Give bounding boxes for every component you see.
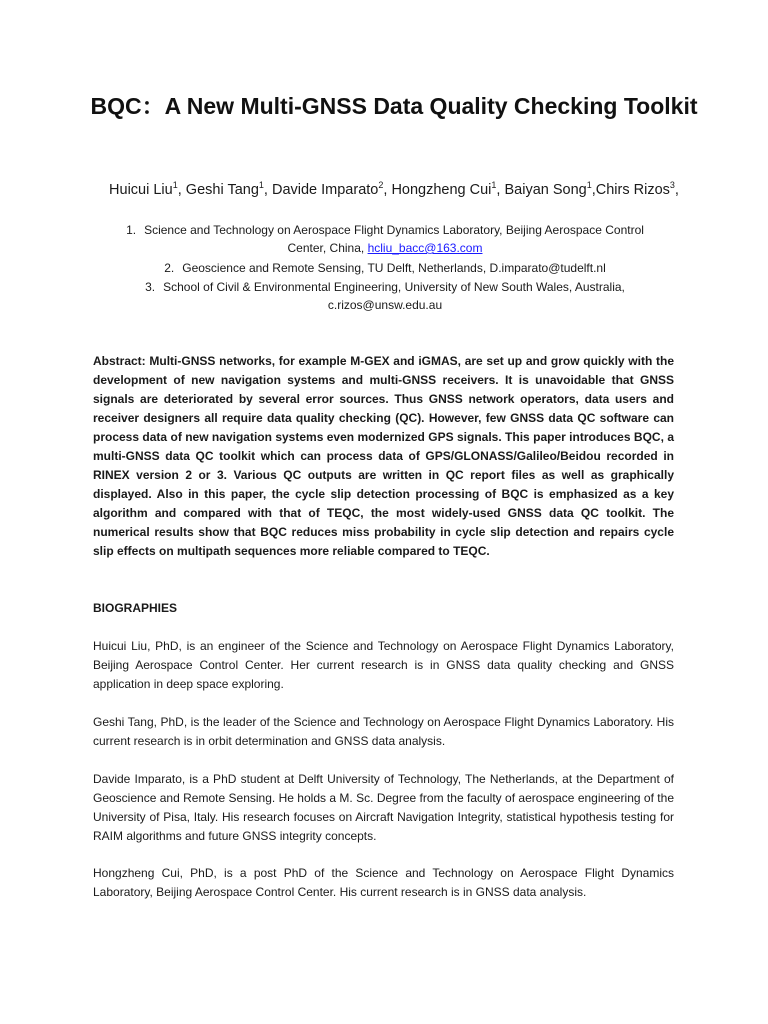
abstract: Abstract: Multi-GNSS networks, for example M-GEX and iGMAS, are set up and grow quickly with the development of new navigation systems and multi-GNSS receivers. It is unavoidable that GNSS signals are deteriorated by several error sources. Thus GNSS network operators, data users and receiver designers all require data quality checking (QC). However, few GNSS data QC software can process data of new navigation systems even modernized GPS signals. This paper introduces BQC, a multi-GNSS data QC toolkit which can process data of GPS/GLONASS/Galileo/Beidou recorded in RINEX version 2 or 3. Various QC outputs are written in QC report files as well as graphically displayed. Also in this paper, the cycle slip detection processing of BQC is emphasized as a key algorithm and compared with that of TEQC, the most widely-used GNSS data QC toolkit. The numerical results show that BQC reduces miss probability in cycle slip detection and repairs cycle slip effects on multipath sequences more reliable compared to TEQC.	[93, 354, 674, 558]
author-affiliation-mark: 1	[491, 180, 497, 191]
affiliation-number: 2.	[164, 261, 175, 275]
author-affiliation-mark: 3	[669, 180, 675, 191]
author-affiliation-mark: 1	[258, 180, 264, 191]
author-name: Geshi Tang	[185, 182, 259, 198]
affiliation-text: c.rizos@unsw.edu.au	[327, 298, 443, 312]
affiliation-number: 1.	[126, 223, 137, 237]
affiliation-number: 3.	[145, 280, 156, 294]
author-affiliation-mark: 1	[586, 180, 592, 191]
biography-paragraph: Geshi Tang, PhD, is the leader of the Science and Technology on Aerospace Flight Dynamics Laboratory. His current research is in orbit determination and GNSS data analysis.	[93, 715, 674, 748]
biography-paragraph: Davide Imparato, is a PhD student at Delft University of Technology, The Netherlands, at the Department of Geoscience and Remote Sensing. He holds a M. Sc. Degree from the faculty of aerospace engineering of the University of Pisa, Italy. His research focuses on Aircraft Navigation Integrity, statistical hypothesis testing for RAIM algorithms and future GNSS integrity concepts.	[93, 772, 674, 843]
biography-paragraph: Hongzheng Cui, PhD, is a post PhD of the Science and Technology on Aerospace Flight Dynamics Laboratory, Beijing Aerospace Control Center. His current research is in GNSS data analysis.	[93, 866, 674, 899]
author-affiliation-mark: 1	[172, 180, 178, 191]
affiliation-1	[100, 221, 670, 257]
affiliation-3	[100, 278, 670, 314]
affiliation-text: Science and Technology on Aerospace Flight Dynamics Laboratory, Beijing Aerospace Control	[144, 223, 644, 237]
email-link[interactable]: hcliu_bacc@163.com	[367, 241, 483, 255]
affiliation-text: Geoscience and Remote Sensing, TU Delft, Netherlands, D.imparato@tudelft.nl	[182, 261, 606, 275]
author-name: Hongzheng Cui	[391, 182, 492, 198]
author-name: Huicui Liu	[109, 182, 173, 198]
author-name: Davide Imparato	[271, 182, 379, 198]
affiliation-2	[100, 259, 670, 277]
biography-paragraph: Huicui Liu, PhD, is an engineer of the Science and Technology on Aerospace Flight Dynamics Laboratory, Beijing Aerospace Control Center. Her current research is in GNSS data quality checking and GNSS application in deep space exploring.	[93, 639, 674, 691]
affiliation-text: Center, China,	[287, 241, 368, 255]
author-name: Baiyan Song	[504, 182, 587, 198]
author-list: Huicui Liu$^1$, Geshi Tang$^1$, Davide Imparato$^2$, Hongzheng Cui$^1$, Baiyan Song$^1$,Chirs Rizos$^3$,	[109, 180, 679, 198]
author-affiliation-mark: 2	[378, 180, 384, 191]
section-heading: BIOGRAPHIES	[93, 601, 178, 615]
author-name: Chirs Rizos	[595, 182, 670, 198]
affiliation-text: School of Civil & Environmental Engineering, University of New South Wales, Australia,	[163, 280, 625, 294]
paper-title: BQC：A New Multi-GNSS Data Quality Checking Toolkit	[90, 93, 698, 119]
